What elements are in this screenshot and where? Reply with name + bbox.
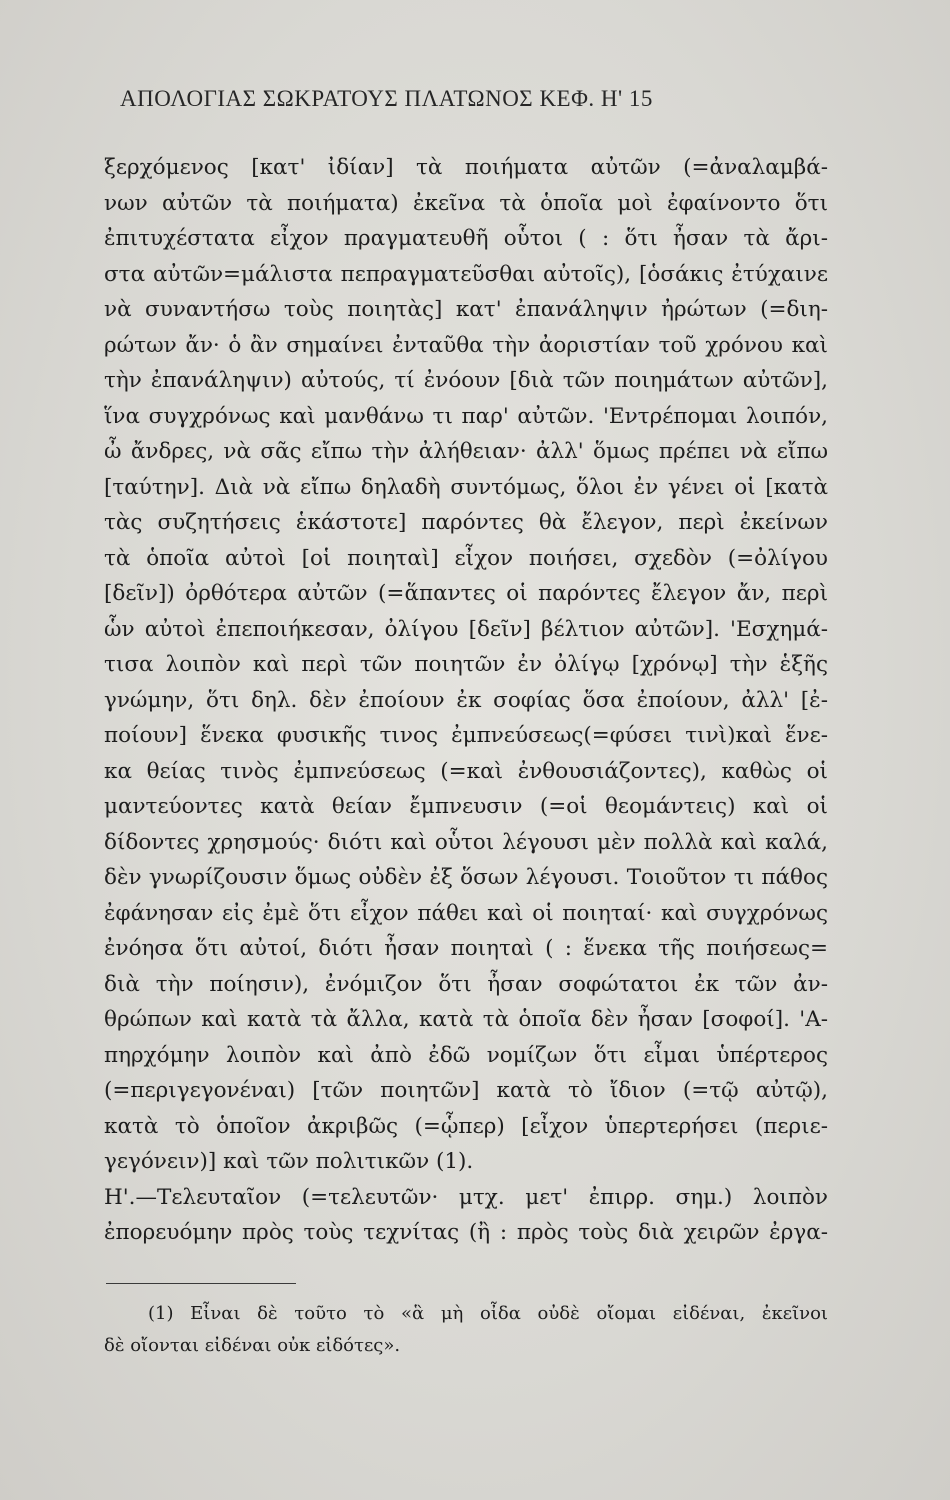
text-line: μαντεύοντες κατὰ θείαν ἔμπνευσιν (=οἱ θεομάντεις) καὶ οἱ (104, 794, 828, 819)
text-line: νων αὐτῶν τὰ ποιήματα) ἐκεῖνα τὰ ὁποῖα μοὶ ἐφαίνοντο ὅτι (104, 190, 828, 216)
text-line: τισα λοιπὸν καὶ περὶ τῶν ποιητῶν ἐν ὀλίγῳ [χρόνῳ] τὴν ἑξῆς (104, 652, 828, 677)
text-line: ποίουν] ἕνεκα φυσικῆς τινος ἐμπνεύσεως(=φύσει τινὶ)καὶ ἕνε- (104, 723, 828, 748)
text-line: ἐπιτυχέστατα εἶχον πραγματευθῆ οὗτοι ( : ὅτι ἦσαν τὰ ἄρι- (104, 226, 828, 251)
text-line: ὦ ἄνδρες, νὰ σᾶς εἴπω τὴν ἀλήθειαν· ἀλλ' ὅμως πρέπει νὰ εἴπω (104, 439, 828, 464)
text-line: τὴν ἐπανάληψιν) αὐτούς, τί ἐνόουν [διὰ τῶν ποιημάτων αὐτῶν], (104, 368, 828, 393)
text-line: ἐφάνησαν εἰς ἐμὲ ὅτι εἶχον πάθει καὶ οἱ ποιηταί· καὶ συγχρόνως (104, 900, 828, 926)
section-heading-line: Η'.—Τελευταῖον (=τελευτῶν· μτχ. μετ' ἐπιρρ. σημ.) λοιπὸν (104, 1184, 828, 1210)
text-line: ξερχόμενος [κατ' ἰδίαν] τὰ ποιήματα αὐτῶν (=ἀναλαμβά- (104, 155, 828, 180)
text-line: ἵνα συγχρόνως καὶ μανθάνω τι παρ' αὐτῶν. 'Εντρέπομαι λοιπόν, (104, 403, 828, 429)
text-line: γεγόνειν)] καὶ τῶν πολιτικῶν (1). (104, 1149, 474, 1174)
main-text-block (104, 150, 828, 1251)
text-line: δίδοντες χρησμούς· διότι καὶ οὗτοι λέγουσι μὲν πολλὰ καὶ καλά, (104, 829, 828, 855)
text-line: τὰ ὁποῖα αὐτοὶ [οἱ ποιηταὶ] εἶχον ποιήσει, σχεδὸν (=ὀλίγου (104, 545, 828, 571)
footnote-block (104, 1298, 828, 1362)
text-line: κατὰ τὸ ὁποῖον ἀκριβῶς (=ᾧπερ) [εἶχον ὑπερτερήσει (περιε- (104, 1113, 828, 1139)
text-line: ἐνόησα ὅτι αὐτοί, διότι ἦσαν ποιηταὶ ( : ἕνεκα τῆς ποιήσεως= (104, 936, 828, 961)
text-line: [ταύτην]. Διὰ νὰ εἴπω δηλαδὴ συντόμως, ὅλοι ἐν γένει οἱ [κατὰ (104, 474, 828, 500)
footnote-divider (106, 1283, 296, 1284)
running-header: ΑΠΟΛΟΓΙΑΣ ΣΩΚΡΑΤΟΥΣ ΠΛΑΤΩΝΟΣ ΚΕΦ. Η' 15 (120, 86, 653, 111)
text-line: πηρχόμην λοιπὸν καὶ ἀπὸ ἐδῶ νομίζων ὅτι εἶμαι ὑπέρτερος (104, 1042, 828, 1068)
text-line: ὧν αὐτοὶ ἐπεποιήκεσαν, ὀλίγου [δεῖν] βέλτιον αὐτῶν]. 'Εσχημά- (104, 616, 828, 642)
text-line: κα θείας τινὸς ἐμπνεύσεως (=καὶ ἐνθουσιάζοντες), καθὼς οἱ (104, 758, 828, 784)
text-line: διὰ τὴν ποίησιν), ἐνόμιζον ὅτι ἦσαν σοφώτατοι ἐκ τῶν ἀν- (104, 971, 828, 997)
footnote-line: (1) Εἶναι δὲ τοῦτο τὸ «ἃ μὴ οἶδα οὐδὲ οἴομαι εἰδέναι, ἐκεῖνοι (148, 1303, 828, 1324)
text-line: θρώπων καὶ κατὰ τὰ ἄλλα, κατὰ τὰ ὁποῖα δὲν ἦσαν [σοφοί]. 'Α- (104, 1007, 828, 1032)
text-line: ρώτων ἄν· ὁ ἂν σημαίνει ἐνταῦθα τὴν ἀοριστίαν τοῦ χρόνου καὶ (104, 332, 828, 358)
text-line: ἐπορευόμην πρὸς τοὺς τεχνίτας (ἢ : πρὸς τοὺς διὰ χειρῶν ἐργα- (104, 1220, 828, 1245)
text-line: στα αὐτῶν=μάλιστα πεπραγματεῦσθαι αὐτοῖς), [ὁσάκις ἐτύχαινε (104, 261, 828, 287)
text-line: [δεῖν]) ὀρθότερα αὐτῶν (=ἅπαντες οἱ παρόντες ἔλεγον ἄν, περὶ (104, 581, 828, 606)
text-line: τὰς συζητήσεις ἑκάστοτε] παρόντες θὰ ἔλεγον, περὶ ἐκείνων (104, 510, 828, 535)
text-line: (=περιγεγονέναι) [τῶν ποιητῶν] κατὰ τὸ ἴδιον (=τῷ αὐτῷ), (104, 1078, 828, 1103)
text-line: νὰ συναντήσω τοὺς ποιητὰς] κατ' ἐπανάληψιν ἠρώτων (=διη- (104, 297, 828, 322)
text-line: δὲν γνωρίζουσιν ὅμως οὐδὲν ἐξ ὅσων λέγουσι. Τοιοῦτον τι πάθος (104, 865, 828, 890)
footnote-line: δὲ οἴονται εἰδέναι οὐκ εἰδότες». (104, 1335, 401, 1356)
text-line: γνώμην, ὅτι δηλ. δὲν ἐποίουν ἐκ σοφίας ὅσα ἐποίουν, ἀλλ' [ἐ- (104, 687, 828, 713)
